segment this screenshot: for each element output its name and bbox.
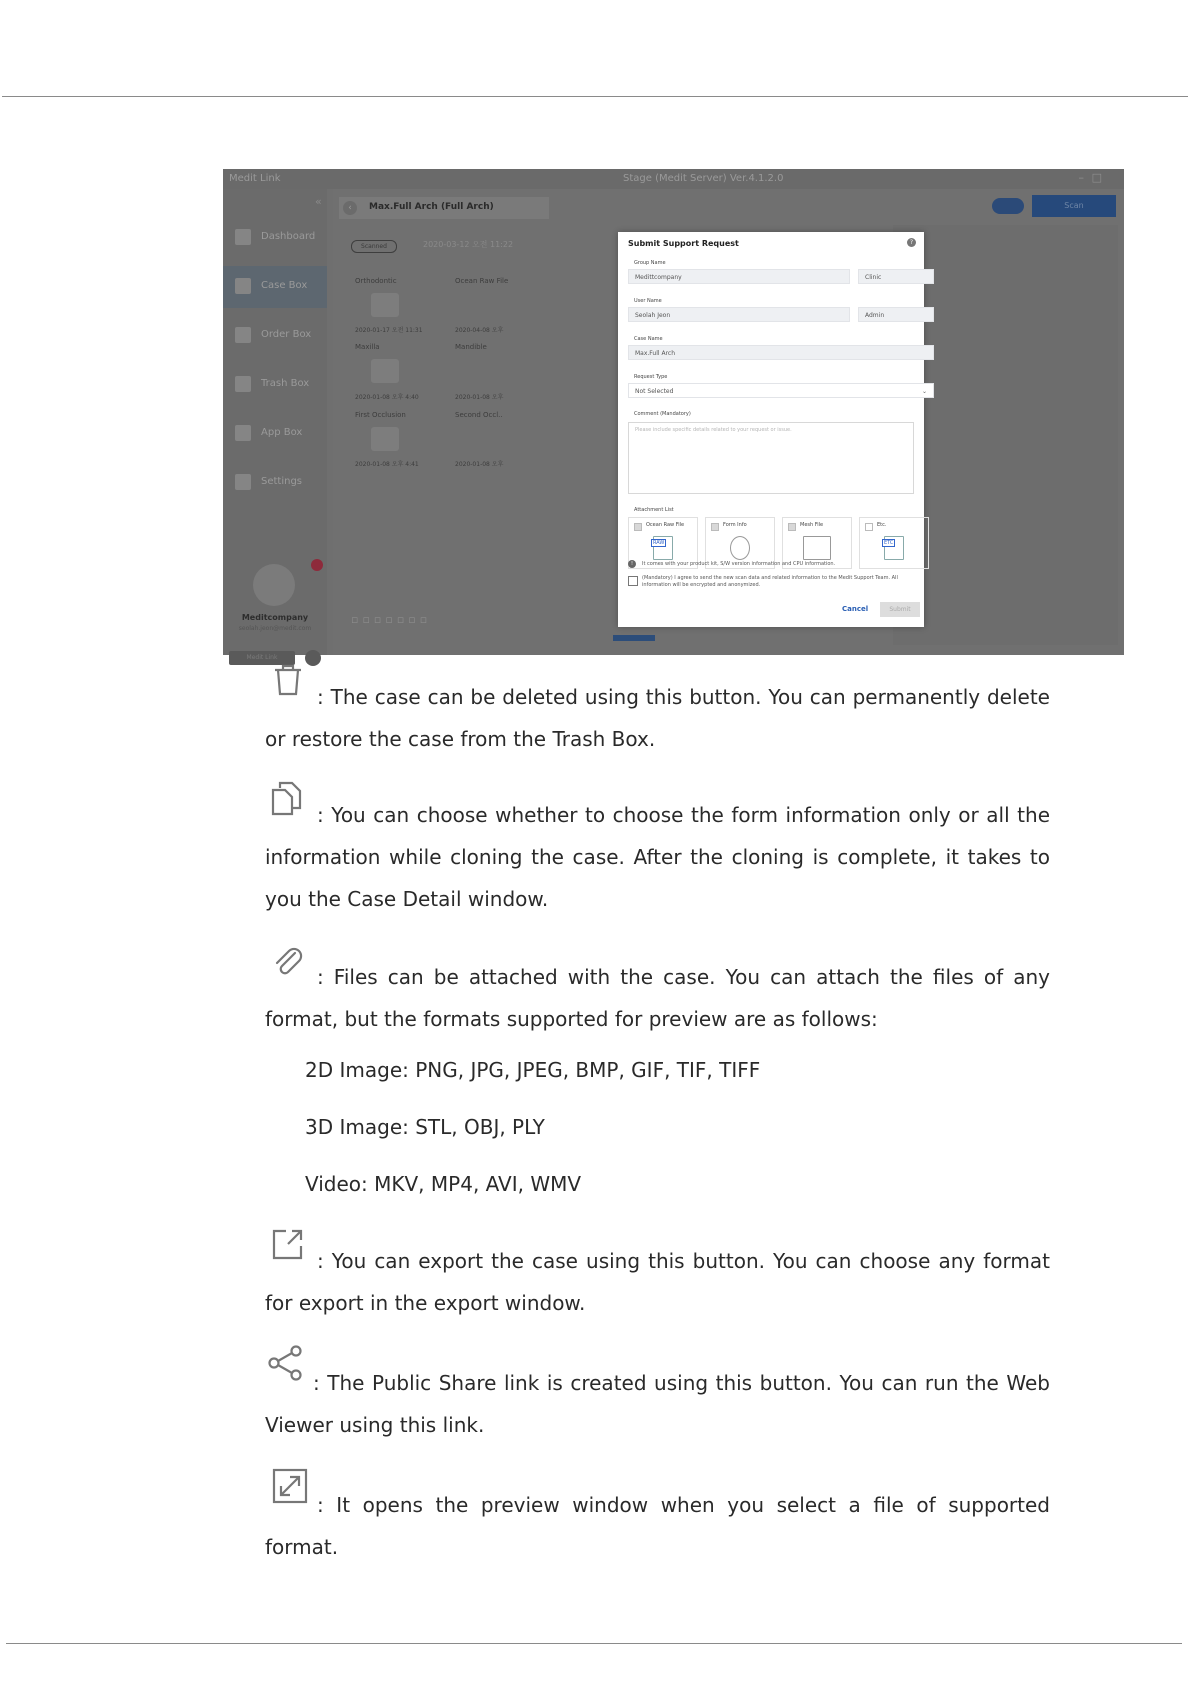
notification-badge[interactable] <box>311 559 323 571</box>
export-description: : You can export the case using this button. You can choose any format for export in the export window. <box>265 1249 1050 1315</box>
dialog-title: Submit Support Request <box>628 239 739 248</box>
sidebar-item-app-box[interactable]: App Box <box>223 413 327 455</box>
sidebar-item-trash-box[interactable]: Trash Box <box>223 364 327 406</box>
preview-description: : It opens the preview window when you select a file of supported format. <box>265 1493 1050 1559</box>
support-request-dialog <box>618 232 927 627</box>
comment-textarea[interactable]: Please include specific details related to your request or issue. <box>628 422 914 494</box>
medit-link-button[interactable]: Medit Link <box>229 651 295 665</box>
app-screenshot <box>223 169 1124 661</box>
thumbnail-label: First Occlusion <box>355 411 406 419</box>
sidebar-item-settings[interactable]: Settings <box>223 462 327 504</box>
attachment-etc[interactable]: Etc. ETC <box>859 517 929 569</box>
attachment-raw[interactable]: Ocean Raw File RAW <box>628 517 698 569</box>
user-role-field[interactable]: Admin <box>858 307 934 322</box>
thumbnail-label: Maxilla <box>355 343 380 351</box>
request-type-select[interactable]: Not Selected ⌄ <box>628 383 934 398</box>
cancel-button[interactable]: Cancel <box>842 605 869 613</box>
thumbnail-label: Second Occl.. <box>455 411 503 419</box>
thumbnail-date: 2020-04-08 오후 <box>455 327 504 334</box>
attach-description: : Files can be attached with the case. You can attach the files of any format, but the formats supported for preview are as follows: <box>265 965 1050 1031</box>
sidebar-item-order-box[interactable]: Order Box <box>223 315 327 357</box>
user-name: Meditcompany <box>241 613 309 622</box>
case-title: Max.Full Arch (Full Arch) <box>369 202 494 212</box>
thumbnail[interactable] <box>371 293 399 317</box>
case-detail-panel <box>893 225 1118 645</box>
avatar[interactable] <box>253 564 295 606</box>
dashboard-icon <box>235 229 251 245</box>
format-video: Video: MKV, MP4, AVI, WMV <box>305 1172 582 1196</box>
info-text: It comes with your product kit, S/W version information and CPU information. <box>642 561 836 567</box>
thumbnail-date: 2020-01-08 오후 4:40 <box>355 394 419 401</box>
request-type-label: Request Type <box>634 374 668 380</box>
app-name: Medit Link <box>229 173 281 184</box>
share-description: : The Public Share link is created using this button. You can run the Web Viewer using this link. <box>265 1371 1050 1437</box>
sidebar-item-dashboard[interactable]: Dashboard <box>223 217 327 259</box>
case-box-icon <box>235 278 251 294</box>
case-date: 2020-03-12 오전 11:22 <box>423 240 514 249</box>
thumbnail-label: Orthodontic <box>355 277 397 285</box>
user-name-field[interactable]: Seolah Jeon <box>628 307 850 322</box>
footer-rule <box>6 1643 1182 1644</box>
primary-button[interactable] <box>613 635 655 641</box>
checkbox[interactable] <box>865 523 873 531</box>
arch-icon <box>730 536 750 560</box>
thumbnail-label: Ocean Raw File <box>455 277 509 285</box>
group-type-field[interactable]: Clinic <box>858 269 934 284</box>
clone-description: : You can choose whether to choose the form information only or all the information while cloning the case. After the cloning is complete, it takes to you the Case Detail window. <box>265 803 1050 911</box>
maximize-icon[interactable]: □ <box>1091 171 1102 184</box>
scan-button[interactable]: Scan <box>1032 195 1116 217</box>
delete-description: : The case can be deleted using this button. You can permanently delete or restore the case from the Trash Box. <box>265 685 1050 751</box>
status-badge: Scanned <box>351 240 397 253</box>
thumbnail-date: 2020-01-08 오후 4:41 <box>355 461 419 468</box>
format-2d: 2D Image: PNG, JPG, JPEG, BMP, GIF, TIF, TIFF <box>305 1058 761 1082</box>
order-box-icon <box>235 327 251 343</box>
checkbox[interactable] <box>788 523 796 531</box>
language-icon[interactable] <box>992 198 1024 214</box>
case-toolbar[interactable]: ▫▫▫▫▫▫▫ <box>351 613 432 626</box>
format-3d: 3D Image: STL, OBJ, PLY <box>305 1115 545 1139</box>
chevron-down-icon: ⌄ <box>921 388 927 395</box>
info-icon: ! <box>628 560 636 568</box>
case-detail-area <box>333 189 1124 655</box>
user-email: seolah.jeon@medit.com <box>238 625 312 632</box>
thumbnail-date: 2020-01-08 오후 <box>455 394 504 401</box>
thumbnail-date: 2020-01-08 오후 <box>455 461 504 468</box>
thumbnail[interactable] <box>371 427 399 451</box>
collapse-icon[interactable]: « <box>315 195 322 208</box>
comment-label: Comment (Mandatory) <box>634 411 691 417</box>
thumbnail-label: Mandible <box>455 343 487 351</box>
help-icon[interactable]: ? <box>907 238 916 247</box>
case-name-field[interactable]: Max.Full Arch <box>628 345 934 360</box>
checkbox[interactable] <box>711 523 719 531</box>
thumbnail-date: 2020-01-17 오전 11:31 <box>355 327 423 334</box>
attachment-list-label: Attachment List <box>634 507 674 513</box>
submit-button[interactable]: Submit <box>880 602 920 617</box>
sidebar <box>223 189 327 661</box>
settings-icon <box>235 474 251 490</box>
title-bar <box>223 169 1124 189</box>
group-name-label: Group Name <box>634 260 666 266</box>
agreement-checkbox[interactable] <box>628 576 638 586</box>
trash-box-icon <box>235 376 251 392</box>
header-rule <box>2 96 1188 97</box>
sidebar-item-case-box[interactable]: Case Box <box>223 266 327 308</box>
attachment-form-info[interactable]: Form Info <box>705 517 775 569</box>
window-title: Stage (Medit Server) Ver.4.1.2.0 <box>623 173 784 184</box>
agreement-text: (Mandatory) I agree to send the new scan data and related information to the Medit Support Team. All information will be encrypted and anonymized. <box>642 575 898 588</box>
checkbox[interactable] <box>634 523 642 531</box>
thumbnail[interactable] <box>371 359 399 383</box>
case-name-label: Case Name <box>634 336 663 342</box>
attachment-mesh[interactable]: Mesh File <box>782 517 852 569</box>
case-header <box>339 197 549 219</box>
back-icon[interactable]: ‹ <box>343 201 357 215</box>
mesh-icon <box>803 536 831 560</box>
minimize-icon[interactable]: – <box>1078 171 1084 184</box>
group-name-field[interactable]: Medittcompany <box>628 269 850 284</box>
user-name-label: User Name <box>634 298 662 304</box>
app-box-icon <box>235 425 251 441</box>
